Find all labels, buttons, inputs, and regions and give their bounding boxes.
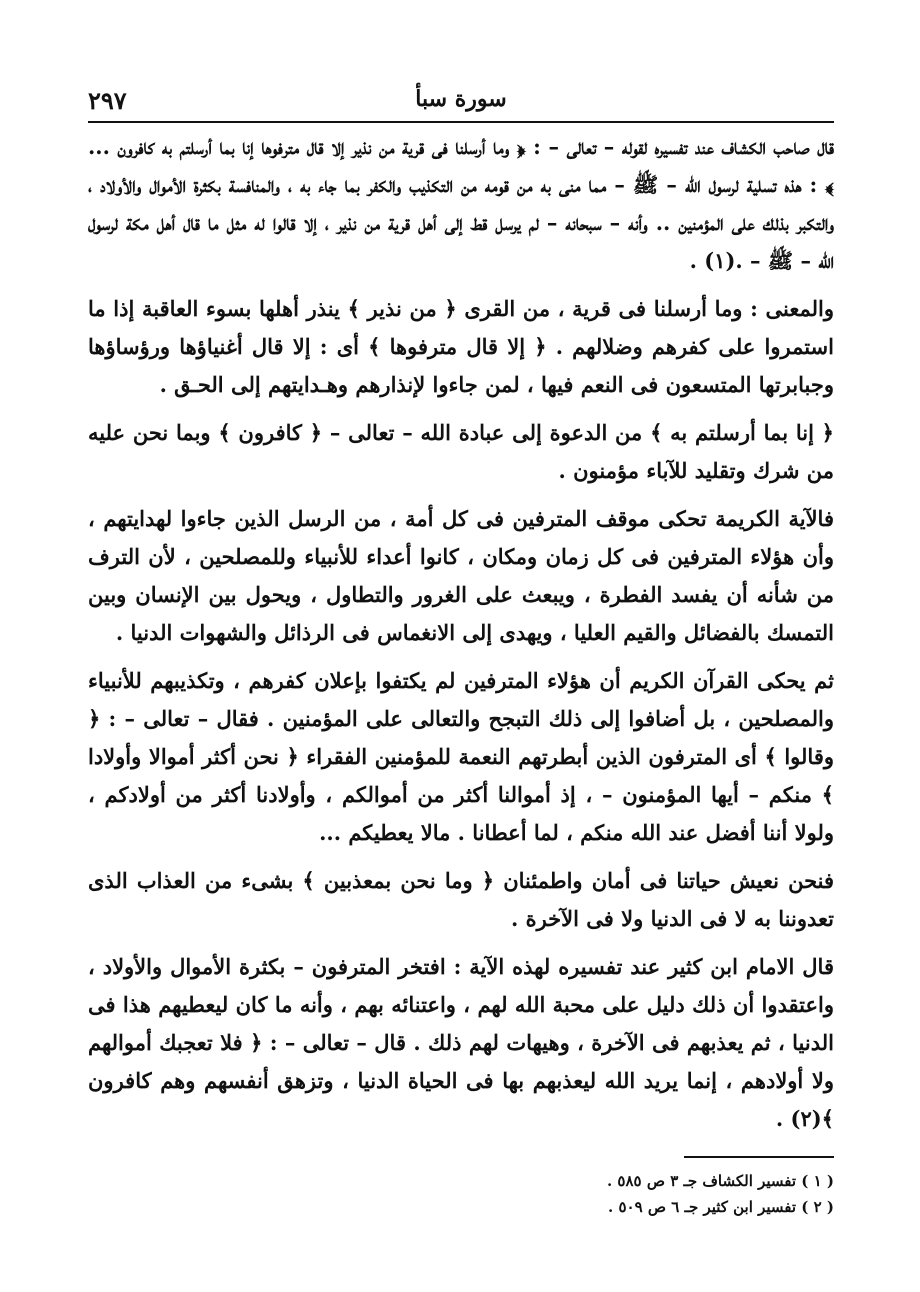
- header-rule: [88, 121, 834, 123]
- body-text: [88, 128, 834, 1138]
- paragraph-meaning: والمعنى : وما أرسلنا فى قرية ، من القرى ﴿ من نذير ﴾ ينذر أهلها بسوء العاقبة إذا ما استمروا على كفرهم وضلالهم . ﴿ إلا قال مترفوها ﴾ أى : إلا قال أغنياؤها ورؤساؤها وجبابرتها المتسعون فى النعم فيها ، لمن جاءوا لإنذارهم وهـدايتهم إلى الحـق .: [88, 296, 834, 397]
- paragraph-we-live: فنحن نعيش حياتنا فى أمان واطمئنان ﴿ وما نحن بمعذبين ﴾ بشىء من العذاب الذى تعدوننا به لا فى الدنيا ولا فى الآخرة .: [88, 868, 834, 931]
- footnote-2: ( ٢ ) تفسير ابن كثير جـ ٦ ص ٥٠٩ .: [608, 1198, 834, 1216]
- footnotes: [88, 1168, 834, 1220]
- paragraph-quran-recounts: ثم يحكى القرآن الكريم أن هؤلاء المترفين لم يكتفوا بإعلان كفرهم ، وتكذيبهم للأنبياء والمصلحين ، بل أضافوا إلى ذلك التبجح والتعالى على المؤمنين . فقال – تعالى – : ﴿ وقالوا ﴾ أى المترفون الذين أبطرتهم النعمة للمؤمنين الفقراء ﴿ نحن أكثر أموالا وأولادا ﴾ منكم – أيها المؤمنون – ، إذ أموالنا أكثر من أموالكم ، وأولادنا أكثر من أولادكم ، ولولا أننا أفضل عند الله منكم ، لما أعطانا . مالا يعطيكم ...: [88, 668, 834, 845]
- paragraph-ibn-kathir: قال الامام ابن كثير عند تفسيره لهذه الآية : افتخر المترفون – بكثرة الأموال والأولاد ، واعتقدوا أن ذلك دليل على محبة الله لهم ، واعتنائه بهم ، وأنه ما كان ليعطيهم هذا فى الدنيا ، ثم يعذبهم فى الآخرة ، وهيهات لهم ذلك . قال – تعالى – : ﴿ فلا تعجبك أموالهم ولا أولادهم ، إنما يريد الله ليعذبهم بها فى الحياة الدنيا ، وتزهق أنفسهم وهم كافرون ﴾(٢) .: [88, 954, 834, 1131]
- footnote-1: ( ١ ) تفسير الكشاف جـ ٣ ص ٥٨٥ .: [606, 1172, 834, 1190]
- running-title: سورة سبأ: [415, 86, 507, 112]
- footnote-rule: [684, 1156, 834, 1158]
- paragraph-affluent-stance: فالآية الكريمة تحكى موقف المترفين فى كل أمة ، من الرسل الذين جاءوا لهدايتهم ، وأن هؤلاء المترفين فى كل زمان ومكان ، كانوا أعداء للأنبياء وللمصلحين ، لأن الترف من شأنه أن يفسد الفطرة ، ويبعث على الغرور والتطاول ، ويحول بين الإنسان وبين التمسك بالفضائل والقيم العليا ، ويهدى إلى الانغماس فى الرذائل والشهوات الدنيا .: [88, 506, 834, 645]
- page-header: [88, 72, 834, 120]
- page-number: ٢٩٧: [88, 86, 127, 115]
- paragraph-we-disbelieve: ﴿ إنا بما أرسلتم به ﴾ من الدعوة إلى عبادة الله – تعالى – ﴿ كافرون ﴾ وبما نحن عليه من شرك وتقليد للآباء مؤمنون .: [88, 420, 834, 483]
- paragraph-kashshaf-quote: قال صاحب الكشاف عند تفسيره لقوله – تعالى – : ﴿ وما أرسلنا فى قرية من نذير إلا قال مترفوها إنا بما أرسلتم به كافرون ... ﴾ : هذه تسلية لرسول الله – ﷺ – مما منى به من قومه من التكذيب والكفر بما جاء به ، والمنافسة بكثرة الأموال والأولاد ، والتكبر بذلك على المؤمنين .. وأنه – سبحانه – لم يرسل قط إلى أهل قرية من نذير ، إلا قالوا له مثل ما قال أهل مكة لرسول الله – ﷺ – .(١) .: [88, 134, 834, 273]
